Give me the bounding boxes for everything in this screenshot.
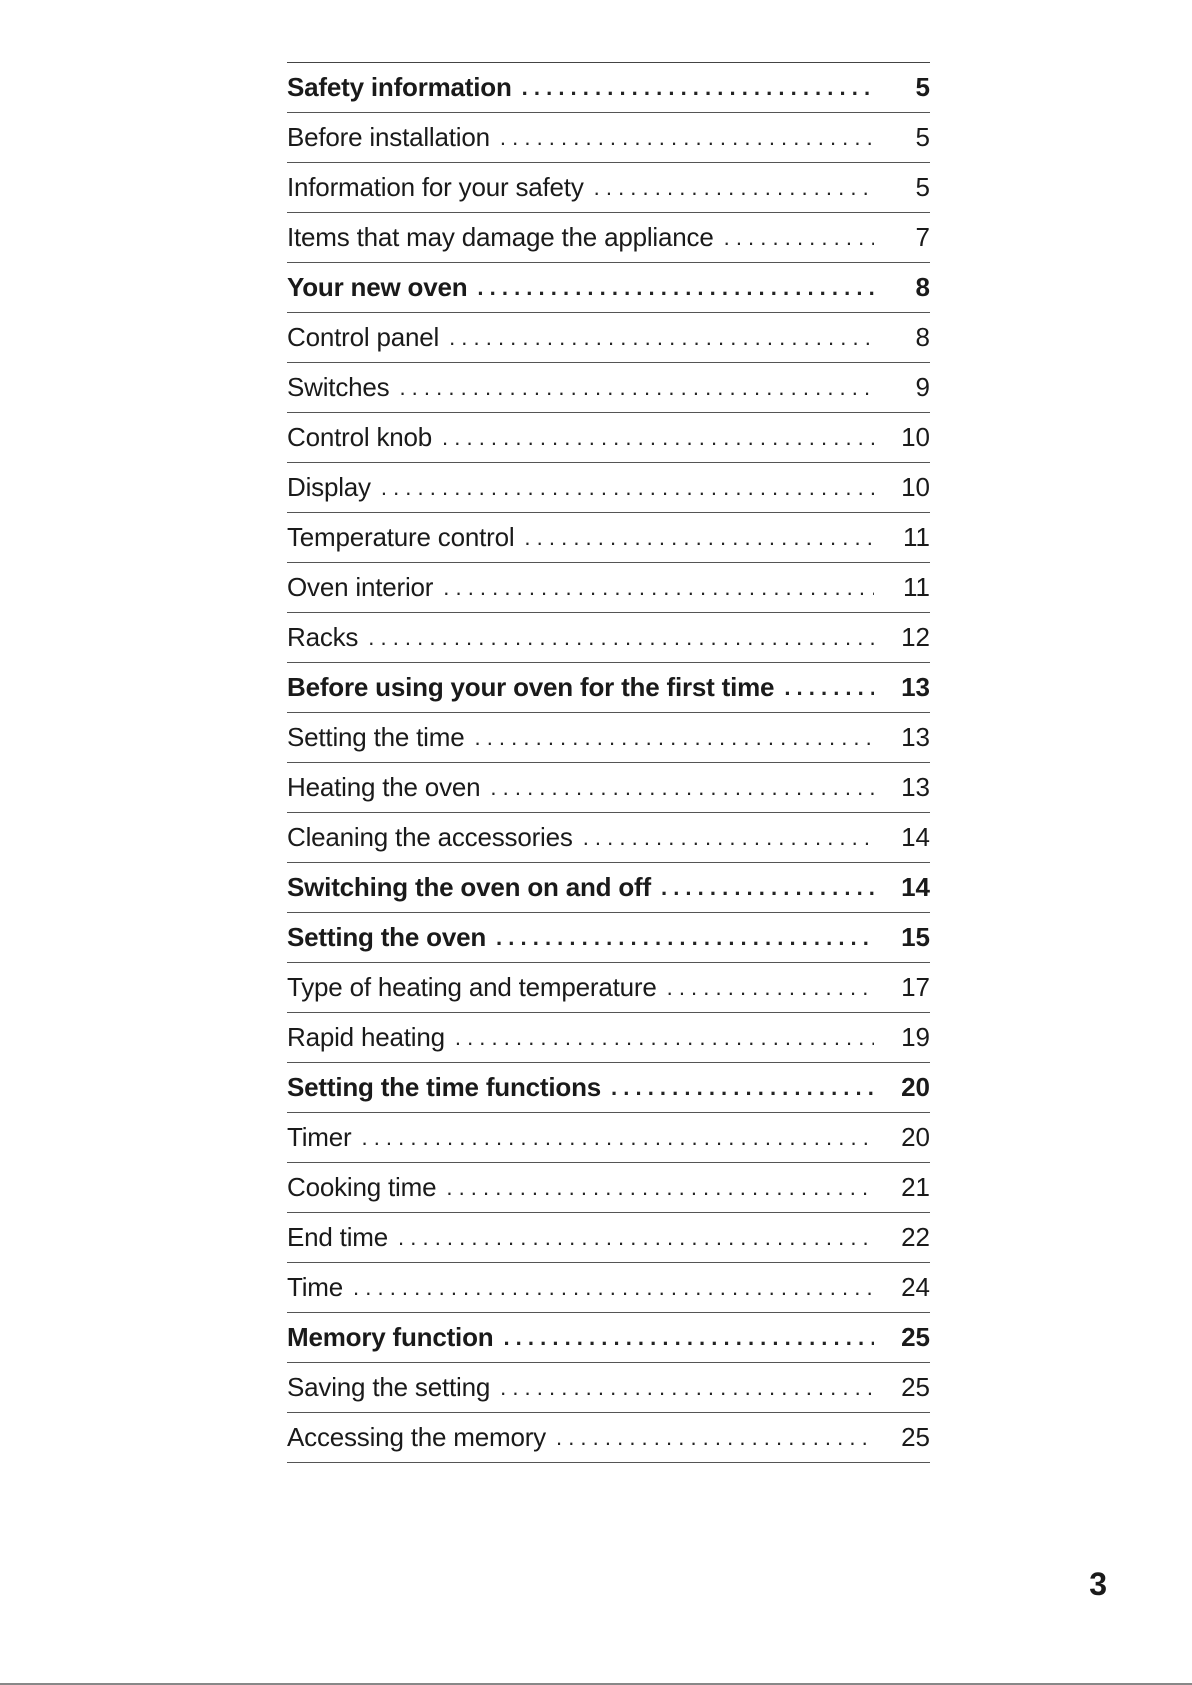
toc-entry-title: Cleaning the accessories bbox=[287, 822, 573, 852]
toc-subsection-entry[interactable] bbox=[287, 563, 930, 613]
toc-entry-page: 25 bbox=[901, 1372, 930, 1402]
toc-subsection-entry[interactable] bbox=[287, 163, 930, 213]
toc-subsection-entry[interactable] bbox=[287, 613, 930, 663]
toc-dot-leader bbox=[784, 675, 874, 701]
toc-dot-leader bbox=[503, 1325, 874, 1351]
toc-entry-title: Before using your oven for the first time bbox=[287, 672, 775, 702]
toc-entry-page: 25 bbox=[901, 1322, 930, 1352]
toc-entry-title: Control knob bbox=[287, 422, 433, 452]
toc-dot-leader bbox=[490, 775, 874, 801]
toc-subsection-entry[interactable] bbox=[287, 213, 930, 263]
toc-dot-leader bbox=[556, 1425, 874, 1451]
toc-subsection-entry[interactable] bbox=[287, 313, 930, 363]
toc-entry-title: Control panel bbox=[287, 322, 440, 352]
toc-subsection-entry[interactable] bbox=[287, 1013, 930, 1063]
toc-entry-page: 14 bbox=[901, 822, 930, 852]
toc-entry-title: Information for your safety bbox=[287, 172, 584, 202]
toc-section-entry[interactable] bbox=[287, 63, 930, 113]
toc-entry-page: 19 bbox=[901, 1022, 930, 1052]
toc-dot-leader bbox=[474, 725, 874, 751]
table-of-contents bbox=[287, 62, 930, 1463]
toc-entry-title: Setting the time bbox=[287, 722, 465, 752]
toc-entry-title: Timer bbox=[287, 1122, 352, 1152]
toc-entry-title: Accessing the memory bbox=[287, 1422, 546, 1452]
toc-entry-title: Racks bbox=[287, 622, 359, 652]
toc-entry-title: Saving the setting bbox=[287, 1372, 491, 1402]
toc-subsection-entry[interactable] bbox=[287, 813, 930, 863]
toc-entry-page: 12 bbox=[901, 622, 930, 652]
toc-section-entry[interactable] bbox=[287, 1063, 930, 1113]
toc-dot-leader bbox=[500, 1375, 874, 1401]
toc-dot-leader bbox=[449, 325, 874, 351]
page-number: 3 bbox=[1089, 1566, 1107, 1602]
toc-entry-page: 13 bbox=[901, 772, 930, 802]
toc-entry-title: Your new oven bbox=[287, 272, 468, 302]
toc-entry-title: Setting the oven bbox=[287, 922, 487, 952]
toc-dot-leader bbox=[353, 1275, 874, 1301]
toc-entry-title: Before installation bbox=[287, 122, 490, 152]
toc-entry-title: Oven interior bbox=[287, 572, 434, 602]
toc-section-entry[interactable] bbox=[287, 863, 930, 913]
toc-entry-page: 8 bbox=[915, 322, 930, 352]
toc-dot-leader bbox=[611, 1075, 874, 1101]
toc-subsection-entry[interactable] bbox=[287, 413, 930, 463]
toc-dot-leader bbox=[399, 375, 874, 401]
toc-entry-page: 10 bbox=[901, 422, 930, 452]
toc-dot-leader bbox=[442, 425, 874, 451]
toc-entry-page: 17 bbox=[901, 972, 930, 1002]
toc-entry-page: 5 bbox=[915, 172, 930, 202]
toc-dot-leader bbox=[594, 175, 874, 201]
toc-subsection-entry[interactable] bbox=[287, 763, 930, 813]
toc-dot-leader bbox=[522, 75, 874, 101]
toc-dot-leader bbox=[446, 1175, 874, 1201]
toc-entry-title: Switches bbox=[287, 372, 390, 402]
toc-subsection-entry[interactable] bbox=[287, 1263, 930, 1313]
toc-dot-leader bbox=[583, 825, 874, 851]
toc-entry-page: 15 bbox=[901, 922, 930, 952]
toc-dot-leader bbox=[361, 1125, 874, 1151]
toc-entry-page: 13 bbox=[901, 722, 930, 752]
toc-dot-leader bbox=[500, 125, 874, 151]
toc-subsection-entry[interactable] bbox=[287, 963, 930, 1013]
toc-entry-page: 11 bbox=[903, 522, 930, 552]
toc-dot-leader bbox=[455, 1025, 874, 1051]
toc-entry-title: Safety information bbox=[287, 72, 512, 102]
toc-entry-page: 20 bbox=[901, 1072, 930, 1102]
toc-entry-title: Items that may damage the appliance bbox=[287, 222, 714, 252]
toc-entry-page: 21 bbox=[901, 1172, 930, 1202]
toc-entry-page: 9 bbox=[915, 372, 930, 402]
toc-subsection-entry[interactable] bbox=[287, 713, 930, 763]
toc-section-entry[interactable] bbox=[287, 913, 930, 963]
toc-dot-leader bbox=[398, 1225, 874, 1251]
toc-entry-page: 22 bbox=[901, 1222, 930, 1252]
toc-subsection-entry[interactable] bbox=[287, 363, 930, 413]
toc-subsection-entry[interactable] bbox=[287, 1413, 930, 1463]
toc-subsection-entry[interactable] bbox=[287, 513, 930, 563]
toc-entry-page: 10 bbox=[901, 472, 930, 502]
toc-entry-page: 11 bbox=[903, 572, 930, 602]
toc-entry-title: End time bbox=[287, 1222, 389, 1252]
toc-section-entry[interactable] bbox=[287, 1313, 930, 1363]
toc-entry-page: 20 bbox=[901, 1122, 930, 1152]
toc-subsection-entry[interactable] bbox=[287, 1163, 930, 1213]
toc-entry-title: Setting the time functions bbox=[287, 1072, 602, 1102]
toc-entry-title: Time bbox=[287, 1272, 344, 1302]
toc-dot-leader bbox=[667, 975, 874, 1001]
toc-subsection-entry[interactable] bbox=[287, 1213, 930, 1263]
toc-dot-leader bbox=[368, 625, 874, 651]
toc-entry-page: 25 bbox=[901, 1422, 930, 1452]
toc-entry-page: 5 bbox=[915, 122, 930, 152]
toc-dot-leader bbox=[524, 525, 874, 551]
toc-subsection-entry[interactable] bbox=[287, 463, 930, 513]
toc-entry-title: Memory function bbox=[287, 1322, 494, 1352]
toc-dot-leader bbox=[477, 275, 874, 301]
toc-entry-page: 8 bbox=[915, 272, 930, 302]
toc-dot-leader bbox=[496, 925, 874, 951]
toc-dot-leader bbox=[381, 475, 874, 501]
toc-entry-title: Display bbox=[287, 472, 371, 502]
toc-entry-title: Temperature control bbox=[287, 522, 515, 552]
toc-section-entry[interactable] bbox=[287, 663, 930, 713]
toc-entry-page: 14 bbox=[901, 872, 930, 902]
toc-subsection-entry[interactable] bbox=[287, 1363, 930, 1413]
toc-dot-leader bbox=[724, 225, 874, 251]
toc-entry-title: Type of heating and temperature bbox=[287, 972, 657, 1002]
toc-entry-page: 13 bbox=[901, 672, 930, 702]
toc-entry-title: Cooking time bbox=[287, 1172, 437, 1202]
toc-entry-title: Rapid heating bbox=[287, 1022, 445, 1052]
toc-entry-page: 24 bbox=[901, 1272, 930, 1302]
toc-subsection-entry[interactable] bbox=[287, 1113, 930, 1163]
toc-section-entry[interactable] bbox=[287, 263, 930, 313]
toc-dot-leader bbox=[661, 875, 874, 901]
toc-entry-page: 7 bbox=[915, 222, 930, 252]
toc-entry-page: 5 bbox=[915, 72, 930, 102]
toc-entry-title: Heating the oven bbox=[287, 772, 481, 802]
toc-entry-title: Switching the oven on and off bbox=[287, 872, 651, 902]
toc-subsection-entry[interactable] bbox=[287, 113, 930, 163]
toc-dot-leader bbox=[443, 575, 874, 601]
